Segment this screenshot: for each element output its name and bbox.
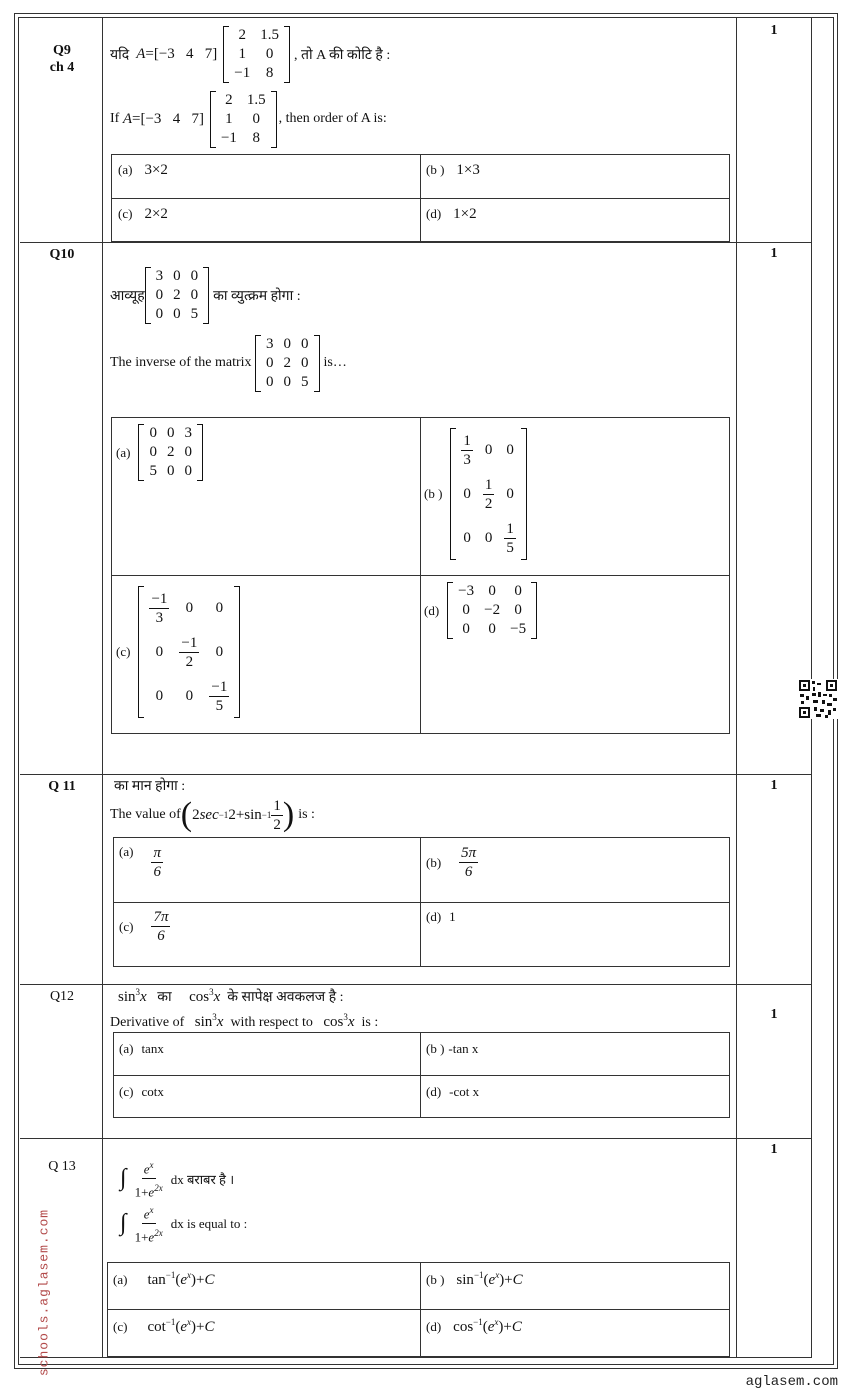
q13-options-table [107, 1262, 730, 1357]
fraction-num: 1 [273, 797, 281, 814]
qr-code-icon [798, 679, 838, 719]
marks-q10: 1 [770, 246, 778, 261]
matrix-cell: 1.5 [246, 91, 266, 108]
matrix-cell: 3 [155, 267, 164, 284]
fraction [483, 476, 495, 513]
matrix-cell: 0 [488, 583, 496, 599]
fraction-den: 6 [157, 928, 165, 944]
fraction-num: 1 [463, 432, 471, 449]
fraction [149, 590, 169, 627]
fraction [133, 1201, 165, 1247]
matrix-cell: 2 [283, 354, 292, 371]
fraction-num: 7π [153, 909, 169, 925]
option-text: tanx [141, 1041, 164, 1056]
q9-hindi-line [110, 23, 390, 85]
q9-matrix [223, 26, 290, 83]
q9-hindi-prefix: यदि [110, 47, 130, 63]
vector-entry: 7 [204, 45, 213, 62]
option-d[interactable] [426, 1317, 522, 1336]
fraction-num: $e^x$ [142, 1156, 156, 1179]
q10-english-line [110, 332, 347, 394]
footer-site: aglasem.com [745, 1374, 838, 1390]
q10-options-table [111, 417, 730, 734]
option-a[interactable] [119, 844, 163, 881]
matrix-cell: 0 [155, 305, 164, 322]
option-label: (a) [119, 844, 134, 859]
fraction-den: 6 [153, 864, 161, 880]
fraction-den: $1+e^{2x}$ [134, 1183, 163, 1200]
q9-english-line [110, 88, 387, 150]
matrix-cell: 5 [301, 373, 309, 390]
option-text: -tan x [448, 1041, 479, 1056]
option-d[interactable] [426, 205, 477, 223]
option-c[interactable] [113, 1317, 215, 1336]
matrix-cell: 2 [166, 444, 175, 460]
q9-row-vector: [−3 4 7] [153, 45, 218, 62]
fraction-num: −1 [211, 678, 228, 695]
option-label: (b ) [426, 1272, 445, 1287]
question-label-q13: Q 13 [48, 1159, 76, 1174]
q9-english-suffix: , then order of A is: [278, 111, 387, 126]
option-d[interactable] [424, 582, 537, 639]
q12-sin-cubed: $\sin^3x$ [194, 1012, 224, 1030]
fraction [504, 520, 516, 557]
fraction-num: 5π [461, 845, 477, 861]
option-c[interactable] [119, 1083, 164, 1101]
matrix-cell: 0 [190, 267, 199, 284]
q11-english-prefix: The value of [110, 807, 181, 822]
function-name: sin [456, 1272, 474, 1288]
option-label: (d) [426, 909, 442, 924]
matrix-cell: 0 [488, 621, 496, 637]
matrix-cell: 1 [225, 110, 233, 127]
q9-row-vector: [−3 4 7] [140, 110, 204, 127]
option-label: (a) [116, 444, 131, 460]
option-label: (d) [424, 602, 440, 618]
fraction-den: 3 [463, 451, 471, 468]
question-number: Q9 [53, 43, 71, 58]
matrix-cell: −1 [234, 64, 251, 81]
q10-hindi-line [110, 264, 301, 326]
marks-q13: 1 [770, 1142, 778, 1157]
option-b[interactable] [426, 1270, 523, 1289]
option-label: (c) [116, 644, 131, 659]
matrix-cell: −5 [510, 621, 527, 637]
fraction [179, 634, 199, 671]
q12-options-table [113, 1032, 730, 1118]
option-expression: $\cot^{-1}(e^x)+C$ [147, 1317, 215, 1335]
option-matrix [138, 424, 203, 481]
fraction [151, 908, 170, 945]
matrix-cell: 0 [149, 425, 157, 441]
option-label: (c) [119, 918, 134, 934]
option-label: (a) [118, 162, 133, 177]
fraction [133, 1156, 165, 1202]
q9-hindi-suffix: , तो A की कोटि है : [294, 47, 391, 63]
option-matrix: $\frac{-1}{3}$ 0 0 0 $\frac{-1}{2}$ 0 0 0 $\frac{-1}{5}$ [138, 586, 240, 718]
option-label: (a) [119, 1041, 134, 1056]
q12-hindi-mid: का [157, 990, 172, 1005]
option-expression: $\cos^{-1}(e^x)+C$ [453, 1317, 522, 1335]
fraction-den: 3 [155, 609, 164, 626]
vector-entry: 4 [172, 110, 181, 127]
matrix-cell: −3 [458, 583, 475, 599]
fraction-den: 2 [273, 816, 281, 833]
option-label: (a) [113, 1272, 128, 1287]
matrix-cell: 0 [173, 305, 181, 322]
fraction [151, 844, 163, 881]
matrix-cell: 0 [301, 354, 309, 371]
option-label: (c) [119, 1084, 134, 1099]
q11-english-line [110, 793, 315, 837]
option-expression: $\tan^{-1}(e^x)+C$ [147, 1270, 215, 1288]
fraction-den: 6 [464, 864, 473, 880]
q12-hindi-line [118, 987, 344, 1006]
q12-hindi-suffix: के सापेक्ष अवकलज है : [227, 990, 344, 1005]
function-name: cos [453, 1319, 474, 1335]
q11-hindi-line: का मान होगा : [114, 779, 186, 794]
option-b[interactable] [426, 1040, 478, 1058]
row-divider [20, 1357, 812, 1358]
matrix-cell: 5 [149, 463, 157, 479]
fraction-num: 1 [484, 476, 493, 493]
option-matrix: $\frac{1}{3}$ 0 0 0 $\frac{1}{2}$ 0 0 0 $\frac{1}{5}$ [450, 428, 527, 560]
option-a[interactable] [116, 424, 203, 481]
q13-hindi-line [120, 1156, 234, 1202]
option-text: 3×2 [144, 162, 168, 178]
column-divider-right [736, 17, 737, 1358]
q12-cos-cubed: $\cos^3x$ [323, 1012, 355, 1030]
matrix-cell: 0 [462, 621, 470, 637]
vector-entry: 4 [186, 45, 194, 62]
option-text: 1×2 [453, 206, 477, 222]
option-c[interactable] [119, 908, 170, 945]
vector-entry: −3 [145, 110, 162, 127]
fraction-num: $e^x$ [142, 1201, 156, 1224]
matrix-cell: 8 [265, 64, 274, 81]
option-b[interactable] [426, 161, 480, 179]
q12-english-prefix: Derivative of [110, 1015, 185, 1030]
q10-matrix [255, 335, 320, 392]
q9-variable: A [122, 110, 132, 127]
q10-english-prefix: The inverse of the matrix [110, 355, 252, 370]
vector-entry: −3 [158, 45, 175, 62]
matrix-cell: 0 [173, 267, 181, 284]
q9-matrix [210, 91, 277, 148]
option-d[interactable] [426, 1083, 479, 1101]
matrix-cell: 0 [514, 583, 522, 599]
q13-hindi-suffix: dx बराबर है । [170, 1171, 235, 1187]
matrix-cell: 0 [166, 463, 175, 479]
fraction-num: 1 [506, 520, 514, 537]
fraction-den: 5 [215, 697, 224, 714]
q9-equals: = [145, 45, 154, 62]
matrix-cell: 3 [266, 335, 274, 352]
function-name: tan [147, 1272, 166, 1288]
marks-q11: 1 [770, 778, 778, 793]
integral-sign-icon: ∫ [120, 1165, 127, 1192]
matrix-cell: 0 [301, 335, 309, 352]
row-divider [20, 1138, 812, 1139]
matrix-cell: 2 [225, 91, 233, 108]
q11-english-suffix: is : [298, 807, 315, 822]
matrix-cell: 0 [283, 373, 292, 390]
q11-expression: ( 2 sec −1 2+sin −1 $\frac{1}{2}$ ) [180, 796, 295, 833]
option-d[interactable] [426, 908, 456, 926]
q12-english-suffix: is : [361, 1015, 379, 1030]
q13-english-line [120, 1201, 247, 1247]
option-text: 1×3 [456, 162, 480, 178]
matrix-cell: 5 [190, 305, 199, 322]
option-label: (b ) [426, 1041, 445, 1056]
q10-matrix [145, 267, 210, 324]
option-label: (c) [113, 1319, 128, 1334]
matrix-cell: 2 [238, 26, 247, 43]
fraction-num: π [153, 845, 161, 861]
q9-equals: = [132, 110, 141, 127]
column-divider-left [102, 17, 103, 1358]
q9-english-prefix: If [110, 111, 120, 126]
fraction-den: 5 [506, 539, 514, 556]
matrix-cell: 1 [238, 45, 247, 62]
matrix-cell: 0 [149, 444, 157, 460]
matrix-cell: 8 [252, 129, 261, 146]
q13-english-suffix: dx is equal to : [170, 1215, 248, 1231]
fraction-num: −1 [181, 634, 198, 651]
q10-english-suffix: is… [323, 355, 347, 370]
matrix-cell: 0 [190, 286, 199, 303]
fraction [271, 797, 283, 834]
option-text: 2×2 [144, 206, 168, 222]
option-label: (b) [426, 854, 442, 870]
option-label: (d) [426, 1319, 442, 1334]
row-divider [20, 242, 812, 243]
q12-cos-cubed: $\cos^3x$ [189, 987, 221, 1005]
option-a[interactable] [119, 1040, 164, 1058]
option-text: -cot x [449, 1084, 480, 1099]
row-divider [20, 774, 812, 775]
q10-hindi-suffix: का व्युत्क्रम होगा : [213, 288, 301, 304]
fraction [209, 678, 229, 715]
matrix-cell: 0 [184, 463, 192, 479]
option-label: (d) [426, 206, 442, 221]
option-label: (d) [426, 1084, 442, 1099]
matrix-cell: 2 [173, 286, 181, 303]
option-a[interactable] [113, 1270, 215, 1289]
vector-entry: 7 [191, 110, 199, 127]
watermark-text: schools.aglasem.com [36, 1208, 52, 1377]
question-label-q11: Q 11 [48, 779, 76, 794]
option-expression: $\sin^{-1}(e^x)+C$ [456, 1270, 523, 1288]
question-label-q10: Q10 [49, 247, 75, 262]
q12-sin-cubed: $\sin^3x$ [118, 987, 147, 1005]
fraction-den: 2 [185, 653, 194, 670]
option-b[interactable] [426, 844, 478, 881]
option-c[interactable] [116, 582, 240, 722]
matrix-cell: 0 [266, 373, 274, 390]
fraction-den: $1+e^{2x}$ [134, 1228, 163, 1245]
q9-variable: A [136, 45, 146, 62]
q12-english-line [110, 1012, 378, 1031]
option-text: cotx [141, 1084, 164, 1099]
option-text: 1 [449, 909, 456, 924]
question-label-q9 [22, 42, 102, 76]
matrix-cell: 1.5 [260, 26, 280, 43]
q11-options-table [113, 837, 730, 967]
option-matrix [447, 582, 537, 639]
marks-q12: 1 [770, 1007, 778, 1022]
q10-hindi-prefix: आव्यूह [110, 288, 145, 304]
function-name: cot [147, 1319, 166, 1335]
chapter-label: ch 4 [49, 60, 75, 75]
marks-q9: 1 [770, 23, 778, 38]
integral-sign-icon: ∫ [120, 1210, 127, 1237]
q9-options-table [111, 154, 730, 242]
fraction-den: 2 [484, 495, 493, 512]
option-c[interactable] [118, 205, 168, 223]
option-a[interactable] [118, 161, 168, 179]
question-label-q12: Q12 [49, 989, 75, 1004]
q12-english-mid: with respect to [230, 1015, 313, 1030]
option-label: (b ) [424, 486, 443, 501]
matrix-cell: 0 [155, 286, 164, 303]
matrix-cell: 0 [462, 602, 470, 618]
matrix-cell: 0 [184, 444, 192, 460]
matrix-cell: 0 [166, 425, 175, 441]
matrix-cell: −2 [484, 602, 501, 618]
option-label: (b ) [426, 162, 445, 177]
matrix-cell: −1 [220, 129, 237, 146]
row-divider [20, 984, 812, 985]
matrix-cell: 3 [184, 425, 192, 441]
fraction [459, 844, 478, 881]
option-label: (c) [118, 206, 133, 221]
matrix-cell: 0 [283, 335, 292, 352]
matrix-cell: 0 [252, 110, 261, 127]
option-b[interactable] [424, 424, 527, 564]
matrix-cell: 0 [514, 602, 522, 618]
matrix-cell: 0 [265, 45, 274, 62]
fraction-num: −1 [151, 590, 168, 607]
fraction [461, 432, 473, 469]
matrix-cell: 0 [266, 354, 274, 371]
